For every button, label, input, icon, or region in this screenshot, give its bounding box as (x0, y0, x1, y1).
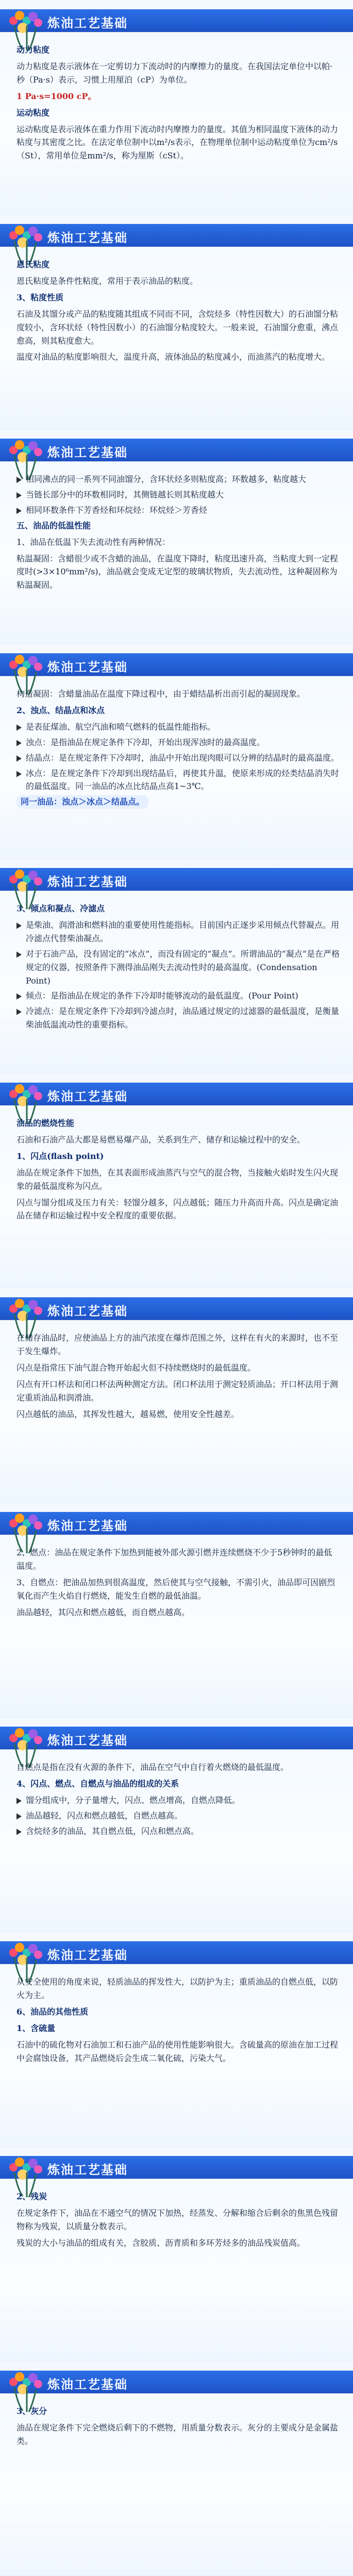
bullet-text: 对于石油产品，没有固定的“冰点”，而没有固定的“凝点”。所谓油品的“凝点”是在严格规定的仪器，按照条件下测得油品刚失去流动性时的最高温度。(Condensation Point) (26, 948, 340, 986)
paragraph: 3、自燃点：把油品加热到很高温度，然后使其与空气接触，不需引火，油品即可因剧烈氧化而产生火焰自行燃烧，能发生自燃的最低油温。 (16, 1577, 335, 1601)
bullet (16, 736, 340, 749)
slide-9 (0, 1717, 353, 1932)
slide-11 (0, 2147, 353, 2361)
paragraph: 动力粘度是表示液体在一定剪切力下流动时的内摩擦力的量度。在我国法定单位中以帕·秒（Pa·s）表示，习惯上用厘泊（cP）为单位。 (16, 61, 333, 85)
slide-body (16, 1975, 340, 2068)
bullet (16, 473, 340, 486)
slide-body (16, 43, 340, 166)
paragraph: 1、闪点(flash point) (16, 1151, 104, 1161)
paragraph: 2、浊点、结晶点和冰点 (16, 705, 105, 715)
bullet-arrow-icon (16, 508, 22, 514)
title-banner (0, 1727, 353, 1749)
slide-6 (0, 1073, 353, 1288)
slide-body (16, 1546, 340, 1622)
slide-title: 炼油工艺基础 (47, 2377, 128, 2392)
bullet (16, 720, 340, 734)
bullet-text: 馏分组成中，分子量增大，闪点、燃点增高，自燃点降低。 (26, 1795, 241, 1805)
slide-10 (0, 1932, 353, 2147)
bullet (16, 751, 340, 765)
bullet-arrow-icon (16, 1798, 22, 1804)
bullet-text: 相同环数条件下芳香烃和环烷烃：环烷烃＞芳香烃 (26, 505, 208, 515)
title-banner (0, 1083, 353, 1105)
bullet-arrow-icon (16, 492, 22, 498)
bullet (16, 947, 340, 988)
bullet (16, 919, 340, 945)
title-banner (0, 653, 353, 676)
slide-2 (0, 215, 353, 429)
bullet-text: 浊点：是指油品在规定条件下冷却，开始出现浑浊时的最高温度。 (26, 737, 265, 747)
paragraph: 五、油品的低温性能 (16, 520, 91, 530)
slide-body (16, 1331, 340, 1424)
bullet-arrow-icon (16, 771, 22, 777)
slide-title: 炼油工艺基础 (47, 231, 128, 245)
paragraph: 恩氏粘度是条件性粘度，常用于表示油品的粘度。 (16, 276, 198, 286)
paragraph: 1、含硫量 (16, 2023, 56, 2033)
paragraph: 3、倾点和凝点、冷滤点 (16, 904, 105, 913)
bullet (16, 504, 340, 517)
slide-body (16, 1117, 340, 1226)
slide-body (16, 902, 340, 1034)
paragraph: 恩氏粘度 (16, 260, 50, 269)
bullet (16, 1809, 340, 1823)
bullet-arrow-icon (16, 1829, 22, 1835)
bullet (16, 989, 340, 1003)
paragraph: 石油及其馏分或产品的粘度随其组成不同而不同，含烷烃多（特性因数大）的石油馏分粘度较小，含环状烃（特性因数小）的石油馏分粘度较大。一般来说，石油馏分愈重，沸点愈高，则其粘度愈大。 (16, 309, 339, 346)
bullet-text: 当链长部分中的环数相同时，其侧链越长则其粘度越大 (26, 489, 224, 500)
paragraph: 3、灰分 (16, 2406, 47, 2416)
slide-title: 炼油工艺基础 (47, 1304, 128, 1318)
paragraph: 3、粘度性质 (16, 292, 64, 302)
paragraph: 自燃点是指在没有火源的条件下，油品在空气中自行着火燃烧的最低温度。 (16, 1762, 289, 1772)
paragraph: 闪点越低的油品，其挥发性越大，越易燃，使用安全性越差。 (16, 1409, 240, 1419)
paragraph: 残炭的大小与油品的组成有关，含胶质、沥青质和多环芳烃多的油品残炭值高。 (16, 2237, 306, 2248)
slide-5 (0, 859, 353, 1073)
paragraph: 石油和石油产品大都是易燃易爆产品，关系到生产、储存和运输过程中的安全。 (16, 1134, 306, 1145)
slide-body (16, 258, 340, 367)
paragraph: 1、油品在低温下失去流动性有两种情况： (16, 537, 171, 547)
paragraph: 在规定条件下，油品在不通空气的情况下加热，经蒸发、分解和缩合后剩余的焦黑色残留物称为残炭，以质量分数表示。 (16, 2208, 339, 2231)
title-banner (0, 2156, 353, 2179)
paragraph: 运动粘度是表示液体在重力作用下流动时内摩擦力的量度。其值为相同温度下液体的动力粘度与其密度之比。在法定单位制中以m²/s表示，在物理单位制中运动粘度单位为cm²/s（St），常用单位是mm²/s，称为厘斯（cSt）。 (16, 124, 339, 161)
paragraph: 1 Pa·s=1000 cP。 (16, 91, 96, 101)
title-banner (0, 9, 353, 32)
paragraph: 粘温凝固：含蜡很少或不含蜡的油品，在温度下降时，粘度迅速升高，当粘度大到一定程度时(>3×10⁶mm²/s)，油品就会变成无定型的玻璃状物质，失去流动性，这种凝固称为粘温凝固。 (16, 553, 339, 590)
paragraph: 闪点是指常压下油气混合物开始起火但不持续燃烧时的最低温度。 (16, 1362, 256, 1373)
paragraph: 2、燃点：油品在规定条件下加热到能被外部火源引燃并连续燃烧不少于5秒钟时的最低温度。 (16, 1548, 332, 1571)
bullet (16, 767, 340, 794)
paragraph: 4、闪点、燃点、自燃点与油品的组成的关系 (16, 1778, 179, 1789)
bullet-arrow-icon (16, 725, 22, 731)
bullet-arrow-icon (16, 923, 22, 929)
bullet-arrow-icon (16, 993, 22, 1000)
bullet-arrow-icon (16, 1813, 22, 1820)
title-banner (0, 2371, 353, 2393)
paragraph: 2、残炭 (16, 2192, 47, 2201)
title-banner (0, 439, 353, 461)
slide-title: 炼油工艺基础 (47, 875, 128, 889)
slide-8 (0, 1503, 353, 1717)
paragraph: 运动粘度 (16, 107, 50, 118)
title-banner (0, 1297, 353, 1320)
slide-title: 炼油工艺基础 (47, 660, 128, 674)
paragraph: 在储存油品时，应使油品上方的油汽浓度在爆炸范围之外，这样在有火的来源时，也不至于发生爆炸。 (16, 1333, 339, 1356)
slide-body (16, 473, 340, 595)
formula (16, 795, 340, 809)
slide-12 (0, 2361, 353, 2576)
bullet-text: 倾点：是指油品在规定的条件下冷却时能够流动的最低温度。(Pour Point) (26, 991, 298, 1001)
bullet (16, 1794, 340, 1807)
slide-1 (0, 0, 353, 215)
bullet-text: 相同沸点的同一系列不同油馏分，含环状烃多则粘度高；环数越多，粘度越大 (26, 474, 307, 484)
slide-title: 炼油工艺基础 (47, 1089, 128, 1104)
title-banner (0, 224, 353, 247)
bullet-text: 是柴油、润滑油和燃料油的重要使用性能指标。目前国内正逐步采用倾点代替凝点。用冷滤点代替柴油凝点。 (26, 920, 340, 943)
bullet-arrow-icon (16, 1009, 22, 1015)
paragraph: 6、油品的其他性质 (16, 2006, 89, 2017)
bullet-text: 含烷烃多的油品，其自燃点低，闪点和燃点高。 (26, 1826, 199, 1836)
slide-title: 炼油工艺基础 (47, 1733, 128, 1748)
paragraph: 油品越轻，其闪点和燃点越低，而自燃点越高。 (16, 1607, 190, 1617)
slide-body (16, 687, 340, 812)
bullet-text: 是表征煤油、航空汽油和喷气燃料的低温性能指标。 (26, 721, 216, 732)
bullet-arrow-icon (16, 477, 22, 483)
slide-title: 炼油工艺基础 (47, 1519, 128, 1533)
bullet-text: 冷滤点：是在规定条件下冷却到冷滤点时，油品通过规定的过滤器的最低温度，是衡量柴油低温流动性的重要指标。 (26, 1006, 340, 1030)
paragraph: 油品在规定条件下加热，在其表面形成油蒸汽与空气的混合物，当接触火焰时发生闪火现象的最低温度称为闪点。 (16, 1167, 339, 1191)
slide-title: 炼油工艺基础 (47, 445, 128, 460)
slide-body (16, 2405, 340, 2451)
bullet (16, 1825, 340, 1838)
paragraph: 构造凝固：含蜡量油品在温度下降过程中，由于蜡结晶析出而引起的凝固现象。 (16, 689, 306, 699)
bullet (16, 1005, 340, 1032)
paragraph: 油品的燃烧性能 (16, 1118, 75, 1128)
paragraph: 温度对油品的粘度影响很大，温度升高，液体油品的粘度减小，而油蒸汽的粘度增大。 (16, 352, 330, 362)
slide-7 (0, 1288, 353, 1503)
slide-title: 炼油工艺基础 (47, 2163, 128, 2177)
paragraph: 油品在规定条件下完全燃烧后剩下的不燃物，用质量分数表示。灰分的主要成分是金属盐类。 (16, 2422, 339, 2446)
slide-3 (0, 429, 353, 644)
bullet-text: 冰点：是在规定条件下冷却到出现结晶后，再使其升温，使原来形成的烃类结晶消失时的最低温度。同一油品的冰点比结晶点高1~3℃。 (26, 768, 340, 792)
formula-pill: 同一油品：浊点＞冰点＞结晶点。 (16, 795, 148, 809)
slide-body (16, 2190, 340, 2253)
slide-4 (0, 644, 353, 859)
title-banner (0, 1941, 353, 1964)
paragraph: 石油中的硫化物对石油加工和石油产品的使用性能影响很大。含硫量高的原油在加工过程中会腐蚀设备，其产品燃烧后会生成二氧化硫，污染大气。 (16, 2039, 339, 2063)
bullet-arrow-icon (16, 952, 22, 958)
bullet (16, 488, 340, 502)
paragraph: 动力粘度 (16, 45, 50, 55)
bullet-text: 结晶点：是在规定条件下冷却时，油品中开始出现肉眼可以分辨的结晶时的最高温度。 (26, 752, 340, 763)
paragraph: 从安全使用的角度来说，轻质油品的挥发性大，以防护为主；重质油品的自燃点低，以防火为主。 (16, 1977, 339, 2000)
slide-title: 炼油工艺基础 (47, 16, 128, 30)
bullet-arrow-icon (16, 740, 22, 746)
bullet-arrow-icon (16, 755, 22, 762)
bullet-text: 油品越轻，闪点和燃点越低，自燃点越高。 (26, 1810, 183, 1821)
title-banner (0, 1512, 353, 1535)
slide-title: 炼油工艺基础 (47, 1948, 128, 1962)
paragraph: 闪点有开口杯法和闭口杯法两种测定方法。闭口杯法用于测定轻质油品；开口杯法用于测定重质油品和润滑油。 (16, 1379, 339, 1403)
title-banner (0, 868, 353, 891)
slide-body (16, 1761, 340, 1840)
paragraph: 闪点与馏分组成及压力有关：轻馏分越多，闪点越低；随压力升高而升高。闪点是确定油品在储存和运输过程中安全程度的重要依据。 (16, 1197, 339, 1221)
